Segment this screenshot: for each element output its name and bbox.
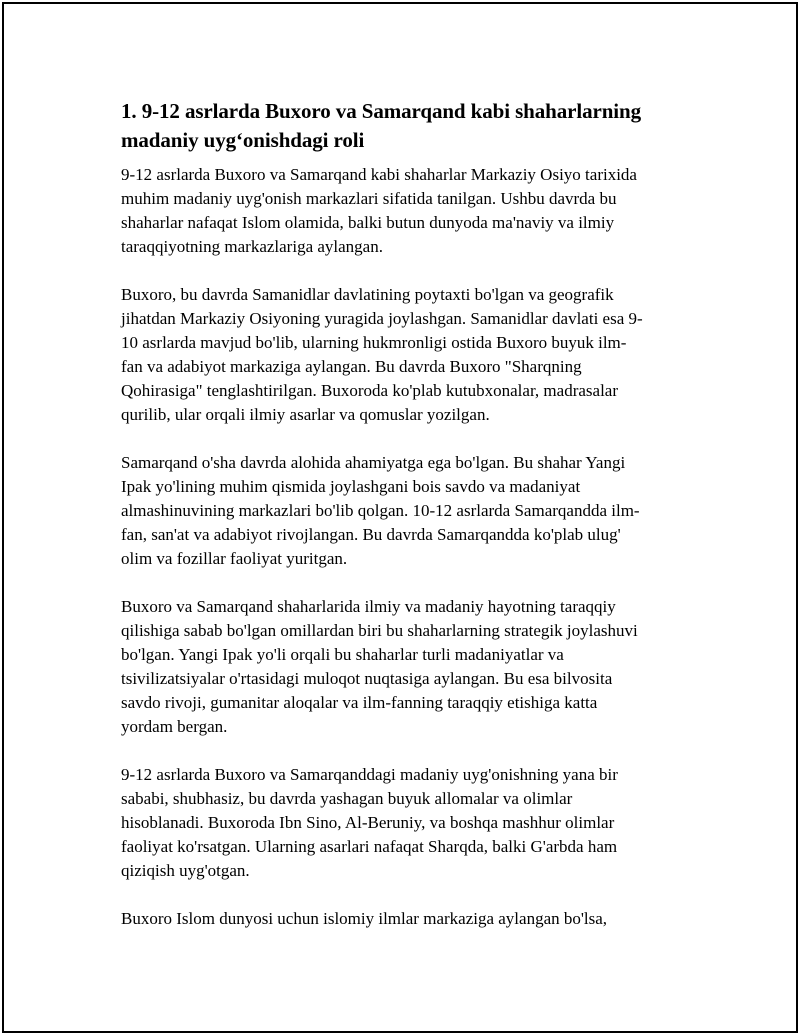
section-heading: 1. 9-12 asrlarda Buxoro va Samarqand kabi shaharlarning madaniy uyg‘onishdagi roli: [121, 99, 641, 152]
document-page: [2, 2, 798, 1033]
paragraph-intro: 9-12 asrlarda Buxoro va Samarqand kabi shaharlar Markaziy Osiyo tarixida muhim madaniy uyg'onish markazlari sifatida tanilgan. Ushbu davrda bu shaharlar nafaqat Islom olamida, balki butun dunyoda ma'naviy va ilmiy taraqqiyotning markazlariga aylangan.: [121, 165, 637, 256]
paragraph-buxoro: Buxoro, bu davrda Samanidlar davlatining poytaxti bo'lgan va geografik jihatdan Markaziy Osiyoning yuragida joylashgan. Samanidlar davlati esa 9- 10 asrlarda mavjud bo'lib, ularning hukmronligi ostida Buxoro buyuk ilm- fan va adabiyot markaziga aylangan. Bu davrda Buxoro "Sharqning Qohirasiga" tenglashtirilgan. Buxoroda ko'plab kutubxonalar, madrasalar qurilib, ular orqali ilmiy asarlar va qomuslar yozilgan.: [121, 285, 643, 424]
paragraph-islamic-sciences: Buxoro Islom dunyosi uchun islomiy ilmlar markaziga aylangan bo'lsa,: [121, 909, 608, 928]
paragraph-samarqand: Samarqand o'sha davrda alohida ahamiyatga ega bo'lgan. Bu shahar Yangi Ipak yo'lining muhim qismida joylashgani bois savdo va madaniyat almashinuvining markazlari bo'lib qolgan. 10-12 asrlarda Samarqandda ilm- fan, san'at va adabiyot rivojlangan. Bu davrda Samarqandda ko'plab ulug' olim va fozillar faoliyat yuritgan.: [121, 453, 640, 568]
document-body: [121, 97, 696, 955]
paragraph-location-factors: Buxoro va Samarqand shaharlarida ilmiy va madaniy hayotning taraqqiy qilishiga sabab bo'lgan omillardan biri bu shaharlarning strategik joylashuvi bo'lgan. Yangi Ipak yo'li orqali bu shaharlar turli madaniyatlar va tsivilizatsiyalar o'rtasidagi muloqot nuqtasiga aylangan. Bu esa bilvosita savdo rivoji, gumanitar aloqalar va ilm-fanning taraqqiy etishiga katta yordam bergan.: [121, 597, 638, 736]
paragraph-scholars: 9-12 asrlarda Buxoro va Samarqanddagi madaniy uyg'onishning yana bir sababi, shubhasiz, bu davrda yashagan buyuk allomalar va olimlar hisoblanadi. Buxoroda Ibn Sino, Al-Beruniy, va boshqa mashhur olimlar faoliyat ko'rsatgan. Ularning asarlari nafaqat Sharqda, balki G'arbda ham qiziqish uyg'otgan.: [121, 765, 618, 880]
